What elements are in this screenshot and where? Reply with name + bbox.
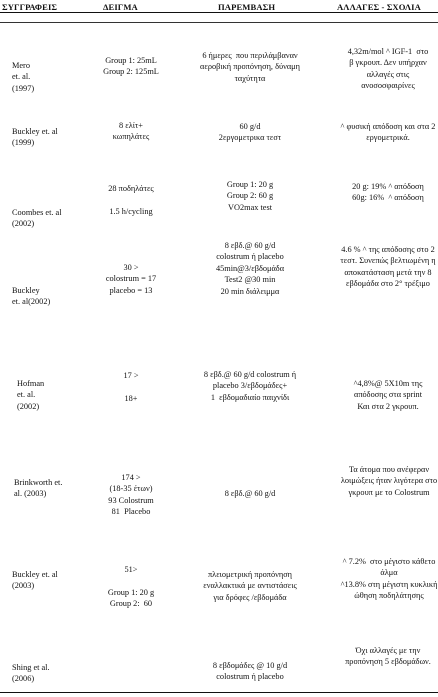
header-changes: ΑΛΛΑΓΕΣ - ΣΧΟΛΙΑ — [337, 2, 421, 12]
row-7-changes: ^ 7.2% στο μέγιστο κάθετο άλμα ^13.8% στη μέγιστη κυκλική ώθηση ποδηλάτησης — [340, 557, 438, 601]
row-6-changes: Τα άτομα που ανέφεραν λοιμώξεις ήταν λιγότερα στο γκρουπ με το Colostrum — [340, 465, 438, 497]
row-5-author: Hofman et. al. (2002) — [17, 379, 45, 411]
row-3-author: Coombes et. al (2002) — [12, 208, 62, 229]
row-8-intervention: 8 εβδομάδες @ 10 g/d colostrum ή placebo — [212, 661, 288, 682]
row-8-changes: Όχι αλλαγές με την προπόνηση 5 εβδομάδων. — [345, 646, 431, 667]
row-3-sample: 28 ποδηλάτες 1.5 h/cycling — [108, 184, 154, 216]
row-5-intervention: 8 εβδ.@ 60 g/d colostrum ή placebo 3/εβδομάδες+ 1 εβδομαδιαίο παιχνίδι — [203, 370, 297, 402]
row-4-changes: 4.6 % ^ της απόδοσης στο 2 τεστ. Συνεπώς βελτιωμένη η αποκατάσταση μετά την 8 εβδομάδα στο 2° τρέξιμο — [340, 245, 436, 289]
row-2-sample: 8 ελίτ+ κωπηλάτες — [112, 121, 150, 142]
row-6-intervention: 8 εβδ.@ 60 g/d — [224, 489, 276, 498]
header-authors: ΣΥΓΓΡΑΦΕΙΣ — [2, 2, 58, 12]
row-6-sample: 174 > (18-35 έτων) 93 Colostrum 81 Placebo — [108, 473, 154, 517]
header-intervention: ΠΑΡΕΜΒΑΣΗ — [218, 2, 276, 12]
row-8-author: Shing et al. (2006) — [12, 663, 50, 684]
row-1-sample: Group 1: 25mL Group 2: 125mL — [103, 56, 159, 77]
row-7-intervention: πλειομετρική προπόνηση εναλλακτικά με αντιστάσεις για δρόφες /εβδομάδα — [203, 570, 297, 602]
row-4-intervention: 8 εβδ.@ 60 g/d colostrum ή placebo 45min@3/εβδομάδα Test2 @30 min 20 min διάλειμμα — [215, 241, 285, 296]
row-4-sample: 30 > colostrum = 17 placebo = 13 — [105, 263, 157, 295]
header-sample: ΔΕΙΓΜΑ — [103, 2, 138, 12]
row-1-author: Mero et. al. (1997) — [12, 61, 35, 93]
row-3-intervention: Group 1: 20 g Group 2: 60 g VO2max test — [226, 180, 274, 212]
row-2-author: Buckley et. al (1999) — [12, 127, 58, 148]
table-top-rule — [0, 12, 438, 13]
row-7-author: Buckley et. al (2003) — [12, 570, 58, 591]
row-5-sample: 17 > 18+ — [123, 371, 139, 403]
row-7-sample: 51> Group 1: 20 g Group 2: 60 — [107, 565, 155, 609]
row-1-intervention: 6 ήμερες που περιλάμβαναν αεροβική προπόνηση, δύναμη ταχύτητα — [200, 51, 300, 83]
header-rule — [0, 22, 438, 23]
row-2-changes: ^ φυσική απόδοση και στα 2 εργομετρικά. — [340, 122, 436, 143]
row-1-changes: 4,32m/mol ^ IGF-1 στο β γκρουπ. Δεν υπήρχαν αλλαγές στις ανοσοσφαιρίνες — [347, 47, 429, 91]
table-bottom-rule — [0, 692, 438, 693]
row-3-changes: 20 g: 19% ^ απόδοση 60g: 16% ^ απόδοση — [352, 182, 424, 203]
row-6-author: Brinkworth et. al. (2003) — [14, 478, 63, 499]
row-2-intervention: 60 g/d 2εργομετρικα τεστ — [218, 122, 282, 143]
row-5-changes: ^4,8%@ 5X10m της απόδοσης στα sprint Και στα 2 γκρουπ. — [353, 379, 423, 411]
row-4-author: Buckley et. al(2002) — [12, 286, 51, 307]
